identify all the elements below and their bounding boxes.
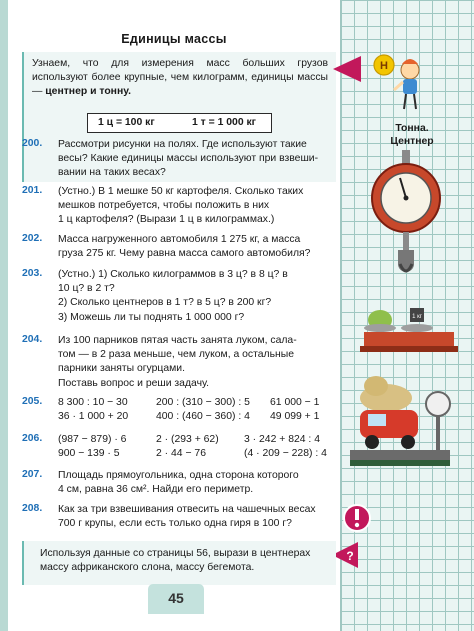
task-207-number: 207. [22,469,43,480]
formula-ton: 1 т = 1 000 кг [192,117,257,128]
task-208-text: Как за три взвешивания отвесить на чашечных весах 700 г крупы, если есть только одна гиря в 100 г? [58,504,316,530]
page-number: 45 [168,590,184,606]
character-illustration [372,54,428,112]
task-202-text: Масса нагруженного автомобиля 1 275 кг, а масса груза 275 кг. Чему равна масса самого автомобиля? [58,234,311,260]
hanging-scale-illustration [370,150,444,278]
task-205-number: 205. [22,396,43,407]
task-206-col1: (987 − 879) · 6 900 − 139 · 5 [58,434,127,460]
task-208-number: 208. [22,503,43,514]
weight-label: 1 кг [412,314,422,320]
truck-scale-illustration [350,372,462,468]
formula-centner: 1 ц = 100 кг [98,117,155,128]
exclamation-icon [342,503,372,533]
balance-scale-illustration [360,300,460,356]
task-207-text: Площадь прямоугольника, одна сторона которого 4 см, равна 36 см². Найди его периметр. [58,470,299,496]
sidebar-caption: Тонна. Центнер [390,123,434,147]
left-margin-strip [0,0,8,631]
task-204-number: 204. [22,334,43,345]
intro-bold-units: центнер и тонну. [45,86,131,98]
task-206-col2: 2 · (293 + 62) 2 · 44 − 76 [156,434,219,460]
task-203-number: 203. [22,268,43,279]
page-title: Единицы массы [121,32,227,46]
footer-text: Используя данные со страницы 56, вырази в центнерах массу африканского слона, массу бегемота. [40,548,311,574]
task-201-number: 201. [22,185,43,196]
task-206-col3: 3 · 242 + 824 : 4 (4 · 209 − 228) : 4 [244,434,327,460]
task-205-col3: 61 000 − 1 49 099 + 1 [270,397,320,423]
task-206-number: 206. [22,433,43,444]
svg-text:?: ? [346,549,354,563]
task-204-text: Из 100 парников пятая часть занята луком, сала- том — в 2 раза меньше, чем луком, а остальные парники заняты огурцами. Поставь вопрос и реши задачу. [58,335,297,389]
badge-letter: Н [380,60,388,72]
task-200-number: 200. [22,138,43,149]
task-205-col1: 8 300 : 10 − 30 36 · 1 000 + 20 [58,397,129,423]
task-201-text: (Устно.) В 1 мешке 50 кг картофеля. Сколько таких мешков потребуется, чтобы положить в них 1 ц картофеля? (Вырази 1 ц в килограммах.) [58,186,304,226]
intro-marker-icon [331,56,361,82]
task-203-text: (Устно.) 1) Сколько килограммов в 3 ц? в 8 ц? в 10 ц? в 2 т? 2) Сколько центнеров в 1 т? в 5 ц? в 200 кг? 3) Можешь ли ты поднять 1 000 000 г? [58,269,288,323]
intro-sentence: Узнаем, что для измерения масс больших грузов используют более крупные, чем килограмм, единицы массы — [32,58,328,98]
task-205-col2: 200 : (310 − 300) : 5 400 : (460 − 360) : 4 [156,397,250,423]
intro-text [32,57,328,100]
task-200-text: Рассмотри рисунки на полях. Где используют такие весы? Какие единицы массы используют при взвеши- вании на таких весах? [58,139,319,179]
formula-box [87,113,272,133]
task-202-number: 202. [22,233,43,244]
